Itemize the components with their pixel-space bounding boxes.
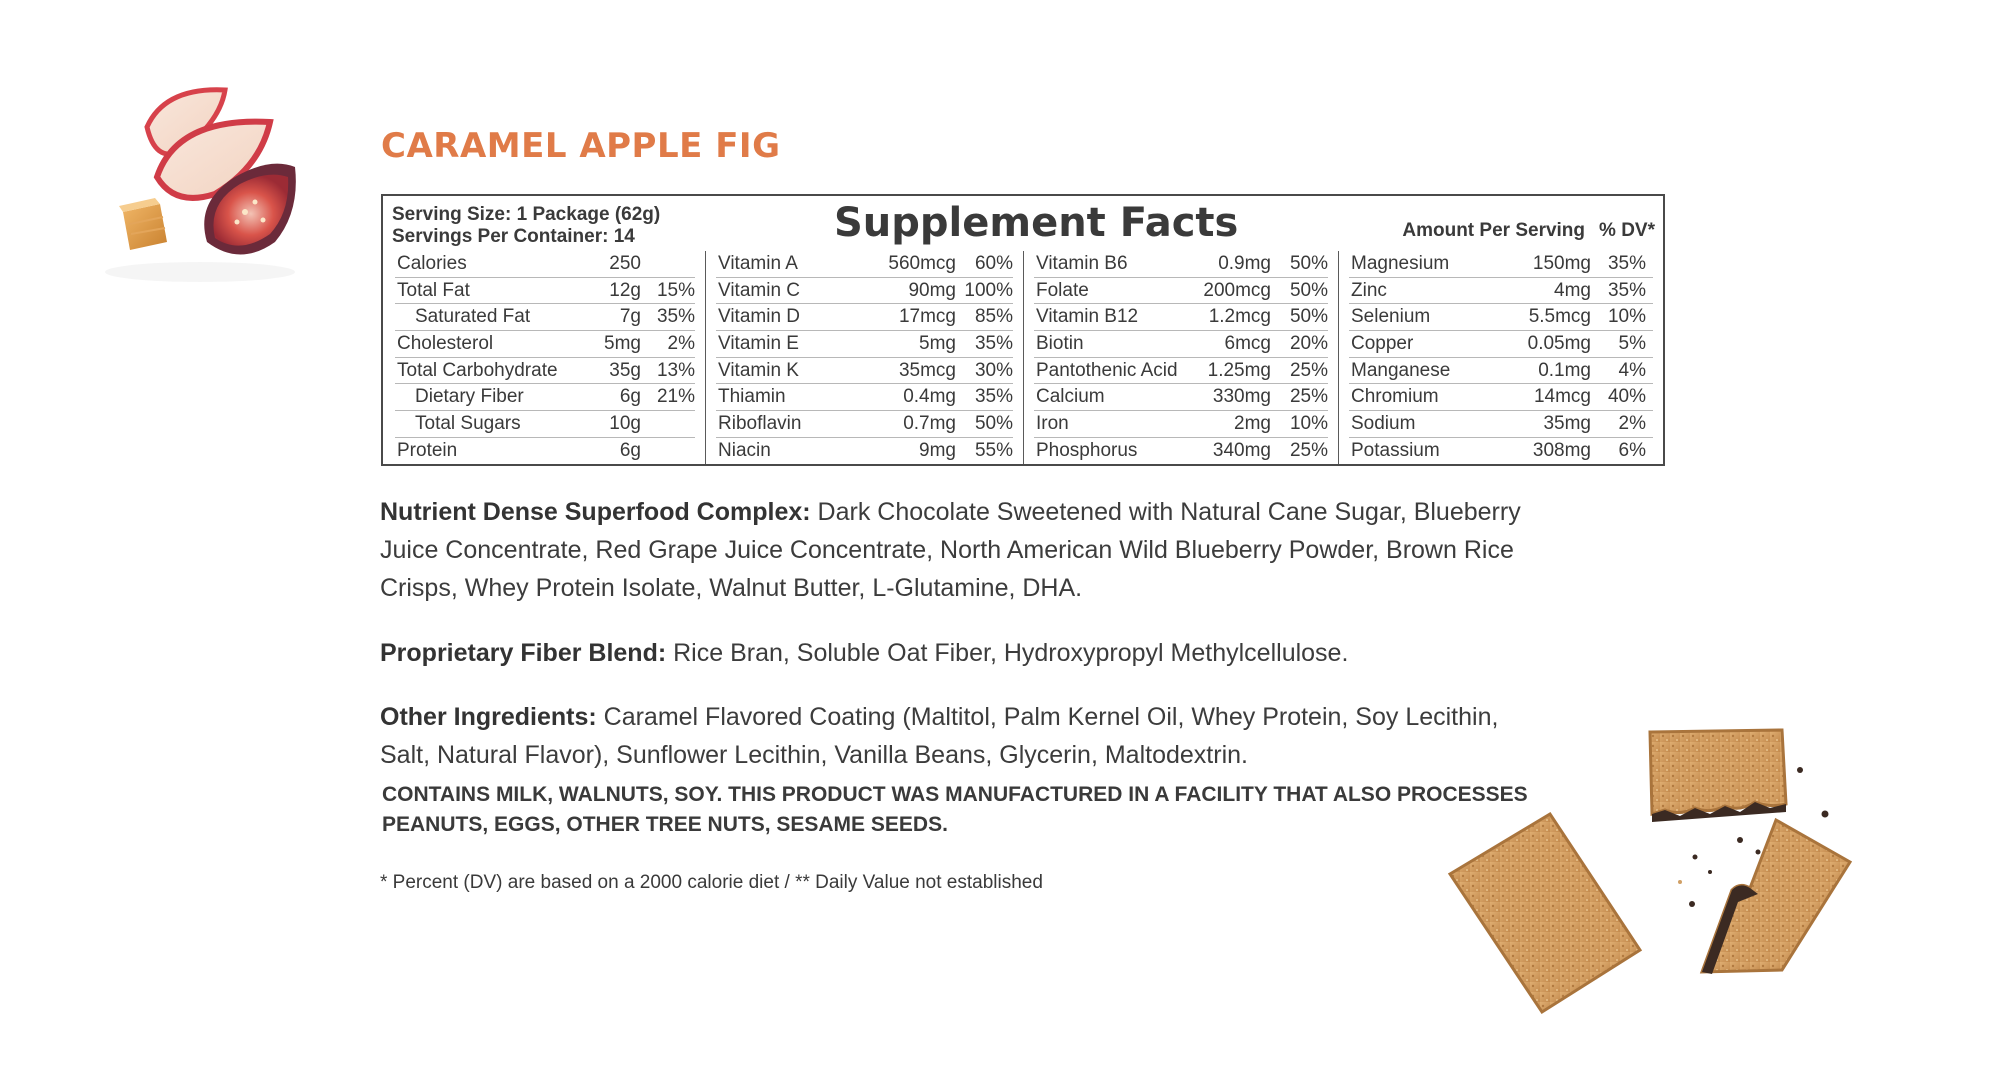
nutrient-amount: 250 (609, 253, 641, 274)
nutrient-row (383, 358, 705, 385)
other-ingredients-paragraph (380, 698, 1520, 774)
nutrient-amount: 5mg (604, 333, 641, 355)
other-ingredients-label: Other Ingredients: (380, 703, 597, 731)
nutrient-amount: 35mcg (898, 359, 956, 381)
nutrient-row (383, 331, 705, 358)
nutrient-amount: 4mg (1554, 279, 1591, 301)
serving-size: Serving Size: 1 Package (62g) (392, 204, 661, 225)
nutrient-name: Phosphorus (1036, 439, 1138, 461)
nutrient-name: Total Sugars (415, 413, 521, 435)
nutrient-column-3 (1023, 251, 1338, 464)
nutrient-amount: 0.9mg (1218, 253, 1271, 274)
nutrient-row (1339, 278, 1663, 305)
nutrient-amount: 6g (619, 386, 641, 408)
nutrient-dv: 6% (1618, 439, 1646, 461)
nutrient-name: Selenium (1351, 306, 1431, 328)
other-ingredients-text: Caramel Flavored Coating (Maltitol, Palm Kernel Oil, Whey Protein, Soy Lecithin, Salt, Natural Flavor), Sunflower Lecithin, Vanilla Beans, Glycerin, Maltodextrin. (380, 703, 1499, 769)
nutrient-dv: 21% (656, 386, 695, 408)
nutrient-dv: 35% (656, 306, 695, 328)
product-title: CARAMEL APPLE FIG (381, 126, 781, 166)
nutrient-row (1024, 438, 1338, 465)
nutrient-name: Vitamin E (718, 333, 799, 355)
nutrient-name: Cholesterol (397, 333, 494, 355)
dv-header-label: % DV* (1599, 220, 1655, 241)
superfood-complex-label: Nutrient Dense Superfood Complex: (380, 498, 811, 526)
nutrient-row (383, 438, 705, 465)
nutrient-column-2 (705, 251, 1023, 464)
nutrient-name: Niacin (718, 439, 771, 461)
nutrient-amount: 200mcg (1203, 279, 1271, 301)
nutrient-row (706, 278, 1023, 305)
nutrient-column-1 (383, 251, 705, 464)
nutrient-row (383, 304, 705, 331)
nutrient-name: Thiamin (718, 386, 786, 408)
nutrient-row (706, 304, 1023, 331)
nutrient-dv: 50% (1289, 306, 1328, 328)
nutrient-amount: 10g (609, 413, 641, 435)
nutrient-dv: 10% (1607, 306, 1646, 328)
nutrient-name: Manganese (1351, 359, 1451, 381)
nutrient-amount: 5mg (919, 333, 956, 355)
nutrient-name: Zinc (1351, 279, 1387, 301)
supplement-facts-panel (381, 194, 1665, 466)
nutrient-name: Calcium (1036, 386, 1105, 408)
nutrient-row (1024, 358, 1338, 385)
nutrient-amount: 35mg (1543, 413, 1591, 435)
nutrient-amount: 308mg (1532, 439, 1591, 461)
nutrient-name: Total Fat (397, 279, 470, 301)
nutrient-name: Pantothenic Acid (1036, 359, 1178, 381)
nutrient-name: Vitamin B12 (1036, 306, 1139, 328)
nutrient-dv: 50% (974, 413, 1013, 435)
nutrient-name: Vitamin C (718, 279, 801, 301)
nutrient-dv: 35% (1607, 253, 1646, 274)
nutrient-name: Vitamin D (718, 306, 801, 328)
nutrient-name: Copper (1351, 333, 1414, 355)
nutrient-amount: 1.25mg (1207, 359, 1271, 381)
nutrient-amount: 340mg (1212, 439, 1271, 461)
nutrient-row (1339, 411, 1663, 438)
nutrient-amount: 0.7mg (903, 413, 956, 435)
nutrient-dv: 2% (1618, 413, 1646, 435)
nutrient-amount: 14mcg (1533, 386, 1591, 408)
nutrient-name: Saturated Fat (415, 306, 531, 328)
nutrient-dv: 85% (974, 306, 1013, 328)
serving-info (392, 204, 660, 248)
nutrient-row (1024, 411, 1338, 438)
nutrient-amount: 2mg (1234, 413, 1271, 435)
superfood-complex-paragraph (380, 493, 1540, 607)
amount-per-serving-header (1402, 220, 1655, 242)
supplement-facts-header (383, 196, 1663, 250)
nutrient-row (1339, 438, 1663, 465)
nutrient-dv: 35% (1607, 279, 1646, 301)
amount-header-label: Amount Per Serving (1402, 220, 1586, 241)
nutrient-row (1024, 251, 1338, 278)
nutrient-row (706, 384, 1023, 411)
nutrient-row (706, 438, 1023, 465)
nutrient-name: Riboflavin (718, 413, 802, 435)
nutrient-row (1024, 278, 1338, 305)
nutrient-amount: 12g (609, 279, 641, 301)
nutrient-amount: 35g (609, 359, 641, 381)
nutrient-row (706, 411, 1023, 438)
nutrient-row (1339, 358, 1663, 385)
nutrient-dv: 20% (1289, 333, 1328, 355)
nutrient-dv: 5% (1618, 333, 1646, 355)
nutrient-name: Calories (397, 253, 467, 274)
nutrient-dv: 4% (1618, 359, 1646, 381)
nutrient-dv: 35% (974, 333, 1013, 355)
nutrient-name: Protein (397, 439, 458, 461)
supplement-facts-title: Supplement Facts (834, 200, 1239, 246)
nutrient-row (383, 251, 705, 278)
nutrient-amount: 330mg (1212, 386, 1271, 408)
fiber-blend-paragraph (380, 634, 1540, 672)
nutrient-dv: 35% (974, 386, 1013, 408)
nutrient-name: Sodium (1351, 413, 1416, 435)
nutrient-amount: 0.1mg (1538, 359, 1591, 381)
servings-per-container: Servings Per Container: 14 (392, 226, 635, 247)
nutrient-dv: 100% (964, 279, 1013, 301)
nutrient-amount: 0.4mg (903, 386, 956, 408)
nutrient-dv: 15% (656, 279, 695, 301)
nutrient-row (1339, 384, 1663, 411)
fiber-blend-text: Rice Bran, Soluble Oat Fiber, Hydroxypropyl Methylcellulose. (666, 639, 1349, 667)
nutrient-row (383, 411, 705, 438)
nutrient-name: Folate (1036, 279, 1089, 301)
nutrient-dv: 2% (667, 333, 695, 355)
nutrient-dv: 30% (974, 359, 1013, 381)
nutrient-name: Iron (1036, 413, 1069, 435)
nutrient-dv: 25% (1289, 439, 1328, 461)
nutrient-dv: 60% (974, 253, 1013, 274)
nutrient-amount: 6g (619, 439, 641, 461)
nutrient-dv: 25% (1289, 359, 1328, 381)
cookie-bar-illustration (1440, 722, 1880, 1022)
nutrient-row (1024, 331, 1338, 358)
superfood-complex-text: Dark Chocolate Sweetened with Natural Cane Sugar, Blueberry Juice Concentrate, Red Grape Juice Concentrate, North American Wild Blueberry Powder, Brown Rice Crisps, Whey Protein Isolate, Walnut Butter, L-Glutamine, DHA. (380, 498, 1521, 602)
nutrient-row (383, 384, 705, 411)
nutrient-dv: 25% (1289, 386, 1328, 408)
nutrient-amount: 17mcg (898, 306, 956, 328)
nutrient-row (706, 358, 1023, 385)
nutrient-dv: 50% (1289, 253, 1328, 274)
nutrient-row (1339, 251, 1663, 278)
nutrient-row (706, 331, 1023, 358)
nutrient-amount: 0.05mg (1527, 333, 1591, 355)
nutrient-name: Potassium (1351, 439, 1440, 461)
allergen-statement: CONTAINS MILK, WALNUTS, SOY. THIS PRODUCT WAS MANUFACTURED IN A FACILITY THAT ALSO PROCESSES PEANUTS, EGGS, OTHER TREE NUTS, SESAME SEEDS. (382, 783, 1528, 836)
nutrient-name: Dietary Fiber (415, 386, 524, 408)
nutrient-amount: 150mg (1532, 253, 1591, 274)
nutrient-amount: 6mcg (1224, 333, 1271, 355)
nutrient-amount: 1.2mcg (1208, 306, 1271, 328)
nutrient-dv: 55% (974, 439, 1013, 461)
nutrient-name: Vitamin A (718, 253, 798, 274)
nutrient-row (1339, 331, 1663, 358)
fiber-blend-label: Proprietary Fiber Blend: (380, 639, 667, 667)
nutrient-columns (383, 251, 1663, 464)
nutrient-amount: 9mg (919, 439, 956, 461)
nutrient-dv: 40% (1607, 386, 1646, 408)
nutrient-name: Magnesium (1351, 253, 1450, 274)
nutrient-name: Total Carbohydrate (397, 359, 558, 381)
nutrient-amount: 5.5mcg (1528, 306, 1591, 328)
nutrient-row (1339, 304, 1663, 331)
nutrient-dv: 10% (1289, 413, 1328, 435)
nutrient-row (1024, 304, 1338, 331)
apple-fig-caramel-illustration (95, 82, 310, 292)
nutrient-name: Vitamin B6 (1036, 253, 1128, 274)
nutrient-amount: 560mcg (888, 253, 956, 274)
nutrient-row (706, 251, 1023, 278)
nutrient-name: Biotin (1036, 333, 1084, 355)
nutrient-amount: 7g (619, 306, 641, 328)
nutrient-column-4 (1338, 251, 1663, 464)
nutrient-name: Chromium (1351, 386, 1439, 408)
nutrient-dv: 50% (1289, 279, 1328, 301)
nutrient-amount: 90mg (908, 279, 956, 301)
dv-footnote: * Percent (DV) are based on a 2000 calorie diet / ** Daily Value not established (380, 872, 1043, 893)
nutrient-dv: 13% (656, 359, 695, 381)
nutrient-row (1024, 384, 1338, 411)
nutrient-row (383, 278, 705, 305)
nutrient-name: Vitamin K (718, 359, 799, 381)
